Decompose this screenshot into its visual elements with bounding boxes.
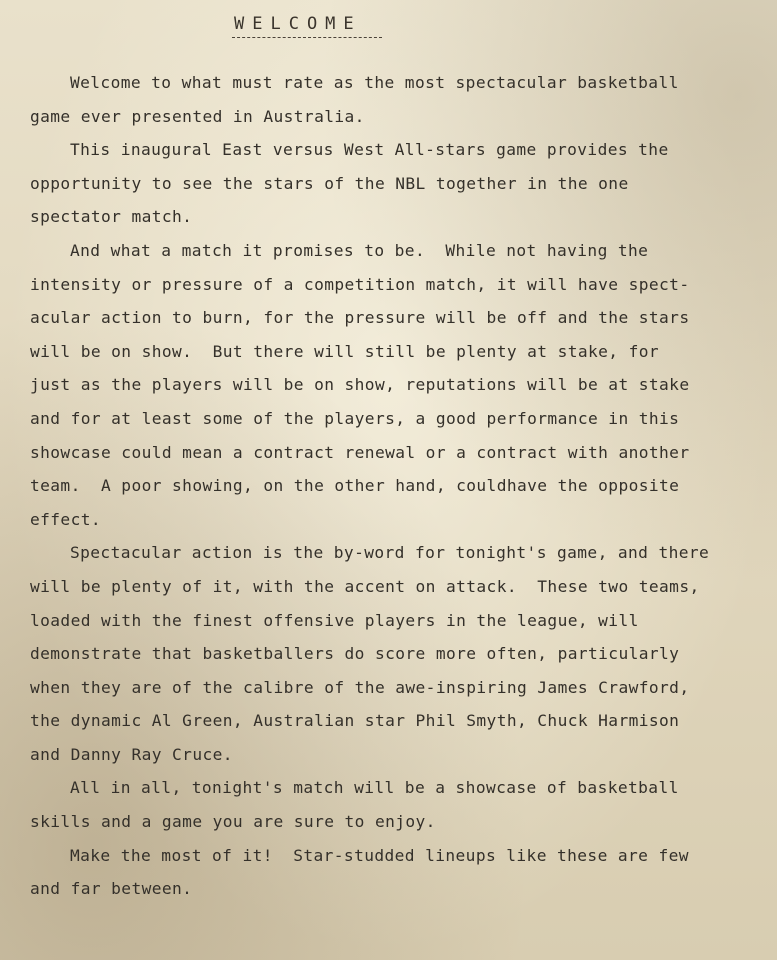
paragraph bbox=[30, 536, 775, 771]
paragraph bbox=[30, 771, 775, 838]
text-line: loaded with the finest offensive players in the league, will bbox=[30, 610, 639, 630]
text-line: will be on show. But there will still be plenty at stake, for bbox=[30, 341, 660, 361]
text-line: effect. bbox=[30, 509, 102, 529]
text-line: And what a match it promises to be. While not having the bbox=[70, 240, 649, 260]
text-line: Spectacular action is the by-word for tonight's game, and there bbox=[70, 543, 710, 563]
text-line: showcase could mean a contract renewal or a contract with another bbox=[30, 442, 690, 462]
body-text bbox=[30, 66, 775, 906]
title-underline bbox=[232, 37, 382, 38]
text-line: and Danny Ray Cruce. bbox=[30, 744, 233, 764]
text-line: intensity or pressure of a competition match, it will have spect- bbox=[30, 274, 690, 294]
text-line: All in all, tonight's match will be a showcase of basketball bbox=[70, 778, 679, 798]
text-line: and far between. bbox=[30, 879, 193, 899]
text-line: the dynamic Al Green, Australian star Phil Smyth, Chuck Harmison bbox=[30, 711, 680, 731]
paragraph bbox=[30, 66, 775, 133]
paragraph bbox=[30, 133, 775, 234]
paragraph bbox=[30, 839, 775, 906]
text-line: Make the most of it! Star-studded lineups like these are few bbox=[70, 845, 689, 865]
text-line: demonstrate that basketballers do score more often, particularly bbox=[30, 644, 680, 664]
text-line: This inaugural East versus West All-stars game provides the bbox=[70, 140, 669, 160]
text-line: just as the players will be on show, reputations will be at stake bbox=[30, 375, 690, 395]
text-line: game ever presented in Australia. bbox=[30, 106, 365, 126]
text-line: opportunity to see the stars of the NBL together in the one bbox=[30, 173, 629, 193]
text-line: acular action to burn, for the pressure will be off and the stars bbox=[30, 308, 690, 328]
text-line: and for at least some of the players, a good performance in this bbox=[30, 408, 680, 428]
text-line: will be plenty of it, with the accent on attack. These two teams, bbox=[30, 576, 700, 596]
text-line: Welcome to what must rate as the most spectacular basketball bbox=[70, 73, 679, 92]
text-line: spectator match. bbox=[30, 207, 193, 227]
text-line: team. A poor showing, on the other hand, couldhave the opposite bbox=[30, 476, 680, 496]
page-title: WELCOME bbox=[234, 14, 362, 34]
text-line: skills and a game you are sure to enjoy. bbox=[30, 812, 436, 832]
text-line: when they are of the calibre of the awe-inspiring James Crawford, bbox=[30, 677, 690, 697]
paragraph bbox=[30, 234, 775, 536]
